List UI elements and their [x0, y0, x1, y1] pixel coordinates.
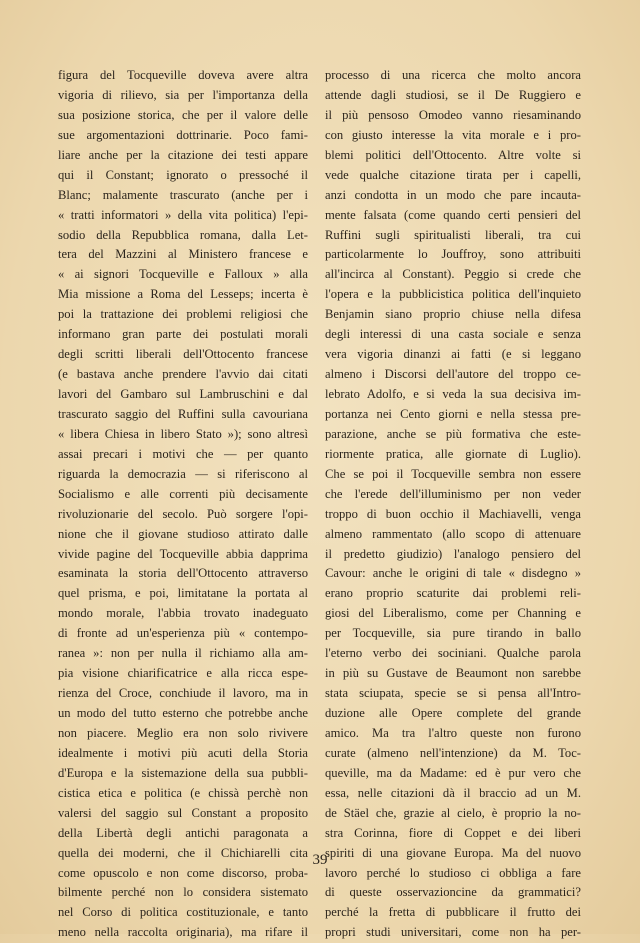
text-line: lavori del Gambaro sul Lambruschini e dal [58, 387, 308, 401]
text-line: lavoro perché lo studioso ci obbliga a fare [325, 865, 581, 880]
text-line: parazione, anche se più formativa che este- [325, 426, 581, 441]
text-line: de Stäel che, grazie al cielo, è proprio la no- [325, 805, 581, 820]
text-line: l'eterno verbo dei sociniani. Qualche parola [325, 646, 581, 661]
text-line: con giusto interesse la vita morale e i pro- [325, 127, 581, 142]
text-line: troppo di buon occhio il Machiavelli, venga [325, 506, 581, 521]
text-line: in più su Gustave de Beaumont non sarebbe [325, 666, 581, 681]
text-line: blemi politici dell'Ottocento. Altre volte si [325, 147, 581, 162]
text-line: Ruffini sugli spiritualisti liberali, tra cui [325, 227, 581, 242]
text-line: cistica etica e politica (e chissà perchè non [58, 785, 308, 800]
text-line: per Tocqueville, sia pure tirando in ballo [325, 626, 581, 641]
text-line: nione che il giovane studioso attirato dalle [58, 526, 308, 541]
text-line: idealmente i motivi più acuti della Storia [58, 745, 308, 760]
left-text-column [58, 66, 308, 943]
text-line: figura del Tocqueville doveva avere altra [58, 68, 308, 82]
text-line: pia visione chiarificatrice e alla ricca espe- [58, 666, 308, 681]
text-line: un modo del tutto esterno che potrebbe anche [58, 706, 308, 720]
text-line: qui il Constant; ignorato o pressoché il [58, 167, 308, 182]
text-line: informano gran parte dei postulati morali [58, 327, 308, 342]
text-line: vede qualche citazione tirata per i capelli, [325, 167, 581, 182]
text-line: di queste osservazioncine da grammatici? [325, 885, 581, 900]
text-line: come opuscolo e non come discorso, proba- [58, 865, 308, 880]
text-line: valersi del saggio sul Constant a proposito [58, 805, 308, 820]
text-line: della Libertà degli antichi paragonata a [58, 825, 308, 840]
text-line: che l'erede dell'illuminismo per non veder [325, 486, 581, 501]
text-line: quel prisma, e poi, limitatane la portata al [58, 586, 308, 601]
text-line: amico. Ma tra l'altro queste non furono [325, 725, 581, 740]
text-line: almeno rammentato (allo scopo di attenuare [325, 526, 581, 541]
text-line: essa, nelle citazioni dà il braccio ad un M. [325, 785, 581, 800]
text-line: tera del Mazzini al Ministero francese e [58, 247, 308, 262]
text-line: « tratti informatori » della vita politica) l'epi- [58, 207, 308, 222]
text-line: portanza nei Cento giorni e nella stessa pre- [325, 406, 581, 421]
text-line: poi la trattazione dei problemi religiosi che [58, 307, 308, 322]
text-line: vivide pagine del Tocqueville abbia dapprima [58, 546, 308, 561]
text-line: rivoluzionarie del secolo. Può sorgere l'opi- [58, 506, 308, 521]
right-text-column [325, 66, 581, 943]
text-line: l'opera e la pubblicistica politica dell'inquieto [325, 287, 581, 302]
text-line: meno nella raccolta originaria), ma rifare il [58, 925, 308, 940]
text-line: (e bastava anche prendere l'avvio dai citati [58, 367, 308, 382]
text-line: il più pensoso Omodeo vanno riesaminando [325, 107, 581, 122]
text-line: sue argomentazioni dottrinarie. Poco fami- [58, 127, 308, 142]
text-line: assai precari i motivi che — per quanto [58, 446, 308, 461]
text-line: duzione alle Opere complete del grande [325, 706, 581, 720]
text-line: Cavour: anche le origini di tale « disdegno » [325, 566, 581, 581]
text-line: bilmente perché non lo considera sistemato [58, 885, 308, 900]
text-line: sodio della Repubblica romana, dalla Let- [58, 227, 308, 242]
text-line: nel Corso di politica costituzionale, e tanto [58, 905, 308, 920]
text-line: spiriti di una giovane Europa. Ma del nuovo [325, 845, 581, 860]
text-line: quella dei moderni, che il Chichiarelli cita [58, 845, 308, 860]
text-line: propri studi universitari, come non ha per- [325, 925, 581, 940]
text-line: vigoria di rilievo, sia per l'importanza della [58, 87, 308, 102]
text-line: rienza del Croce, conchiude il lavoro, ma in [58, 686, 308, 701]
text-line: « libera Chiesa in libero Stato »); sono altresì [58, 426, 308, 441]
text-line: d'Europa e la sistemazione della sua pubbli- [58, 765, 308, 780]
text-line: giosi del Liberalismo, come per Channing e [325, 606, 581, 621]
text-line: all'incirca al Constant). Peggio si crede che [325, 267, 581, 282]
text-line: almeno i Discorsi dell'autore del troppo ce- [325, 367, 581, 382]
text-line: perché la fretta di pubblicare il frutto dei [325, 905, 581, 920]
text-line: lebrato Adolfo, e si veda la sua decisiva im- [325, 387, 581, 401]
text-line: erano proprio scaturite dai problemi reli- [325, 586, 581, 601]
text-line: Blanc; malamente trascurato (anche per i [58, 187, 308, 202]
text-line: mente falsata (come quando certi pensieri del [325, 207, 581, 222]
text-line: Socialismo e alle correnti più decisamente [58, 486, 308, 501]
text-line: riguarda la democrazia — si riferiscono al [58, 466, 308, 481]
text-line: non piacere. Meglio era non solo rivivere [58, 725, 308, 740]
text-line: degli scritti liberali dell'Ottocento francese [58, 347, 308, 362]
text-line: il predetto giudizio) l'analogo pensiero del [325, 546, 581, 561]
page-number: 39 [312, 852, 328, 868]
text-line: vera vigoria dinanzi ai fatti (e si leggano [325, 347, 581, 362]
text-line: liare anche per la citazione dei testi appare [58, 147, 308, 162]
text-line: di fronte ad un'esperienza più « contempo- [58, 626, 308, 641]
text-line: « ai signori Tocqueville e Falloux » alla [58, 267, 308, 282]
text-line: anzi condotta in un modo che pare incauta- [325, 187, 581, 202]
text-line: curate (almeno nell'intenzione) da M. Toc- [325, 745, 581, 760]
text-line: ranea »: non per nulla il richiamo alla am- [58, 646, 308, 661]
text-line: trascurato saggio del Ruffini sulla cavouriana [58, 406, 308, 421]
text-line: riormente pratica, alle giornate di Luglio). [325, 446, 581, 461]
text-line: queville, ma da Madame: ed è pur vero che [325, 765, 581, 780]
text-line: Che se poi il Tocqueville sembra non essere [325, 466, 581, 481]
text-line: stata sciupata, specie se si pensa all'Intro- [325, 686, 581, 701]
text-line: Benjamin siano proprio chiuse nella difesa [325, 307, 581, 322]
text-line: particolarmente lo Jouffroy, sono attribuiti [325, 247, 581, 262]
text-line: stra Corinna, fiore di Coppet e dei liberi [325, 825, 581, 840]
text-line: mondo morale, l'abbia trovato inadeguato [58, 606, 308, 621]
text-line: degli interessi di una casta sociale e senza [325, 327, 581, 342]
text-line: sua posizione storica, che per il valore delle [58, 107, 308, 122]
text-line: Mia missione a Roma del Lesseps; incerta è [58, 287, 308, 302]
text-line: esaminata la storia dell'Ottocento attraverso [58, 566, 308, 581]
text-line: processo di una ricerca che molto ancora [325, 68, 581, 82]
text-line: attende dagli studiosi, se il De Ruggiero e [325, 87, 581, 102]
